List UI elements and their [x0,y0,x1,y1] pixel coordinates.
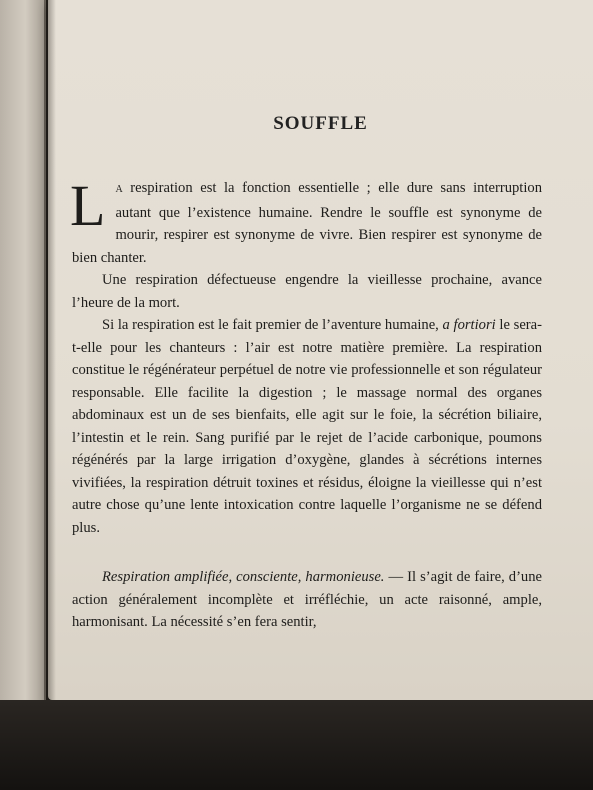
section-2 [72,566,542,634]
section-2-heading: Respiration amplifiée, consciente, harmonieuse. [102,569,385,585]
small-cap-letter: A [115,184,123,195]
section-2-paragraph [72,566,542,634]
table-surface [0,700,593,790]
spine-shadow [44,0,56,700]
paragraph-2: Une respiration défectueuse engendre la vieillesse prochaine, avance l’heure de la mort. [72,272,542,311]
drop-cap: L [70,173,106,238]
paragraph-3-text-a: Si la respiration est le fait premier de l’aventure humaine, [102,317,443,333]
paragraph-3-text-b: le sera-t-elle pour les chanteurs : l’air est notre matière première. La respiration constitue le régénérateur perpétuel de notre vie professionnelle et son régulateur responsable. Elle facilite la digestion ; le massage normal des organes abdominaux est un de ses bienfaits, elle agit sur le foie, la sécrétion biliaire, l’intestin et le rein. Sang purifié par le rejet de l’acide carbonique, poumons régénérés par la large irrigation d’oxygène, glandes à sécrétions internes vivifiées, la respiration détruit toxines et résidus, éloigne la vieillesse qui n’est autre chose qu’une lente intoxication contre laquelle l’organisme ne se défend plus. [72,317,542,536]
paragraph-1-text: respiration est la fonction essentielle ; elle dure sans interruption autant que l’existence humaine. Rendre le souffle est synonyme de mourir, respirer est synonyme de vivre. Bien respirer est synonyme de bien chanter. [72,180,542,266]
facing-page-edge [0,0,46,745]
section-2-text: — Il s’agit de faire, d’une action généralement incomplète et irréfléchie, un acte raisonné, ample, harmonisant. La nécessité s’en fera sentir, [72,569,542,630]
paragraph-1 [70,173,542,269]
chapter-title: SOUFFLE [273,113,368,134]
paragraph-3 [72,314,542,539]
paragraph-3-italic: a fortiori [442,317,496,333]
chapter-body [70,173,542,539]
